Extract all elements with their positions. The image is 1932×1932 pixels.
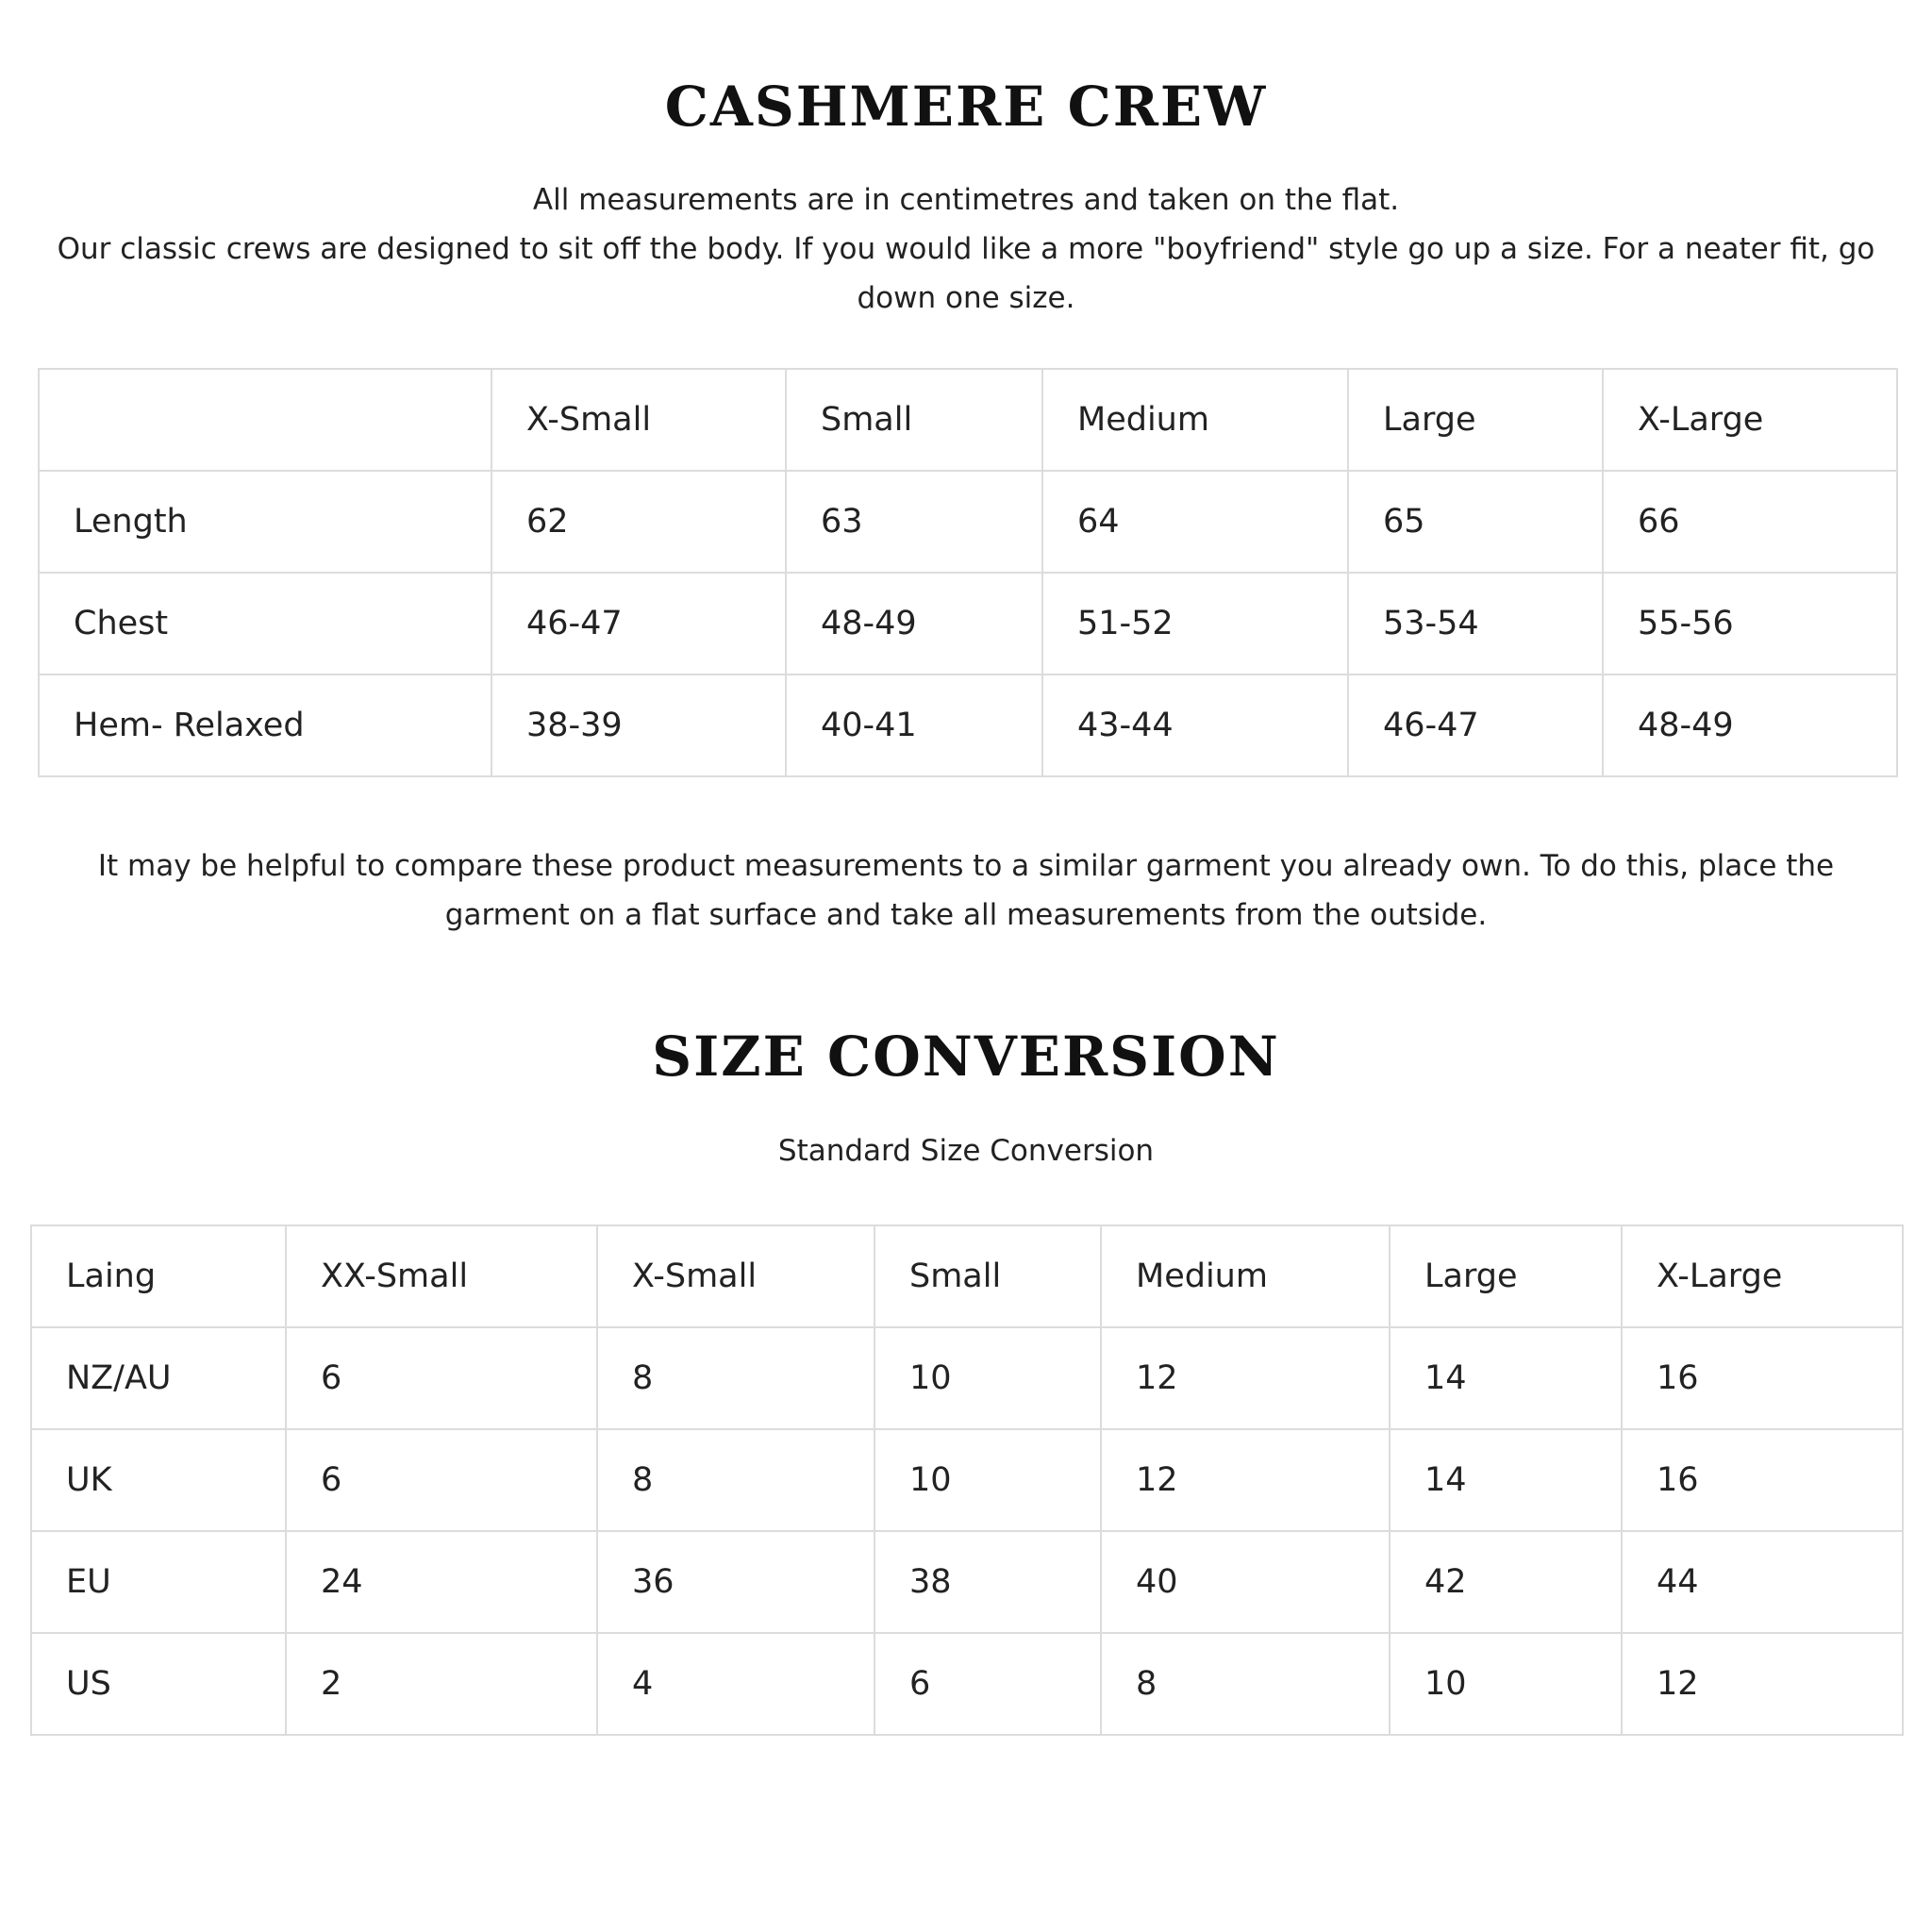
table-cell: 63 xyxy=(786,471,1042,573)
table-cell: 48-49 xyxy=(786,573,1042,675)
table-row xyxy=(39,471,1897,573)
row-label: Hem- Relaxed xyxy=(39,675,491,776)
compare-note: It may be helpful to compare these product measurements to a similar garment you already own. To do this, place the garment on a flat surface and take all measurements from the outside. xyxy=(97,849,1835,932)
size-guide-title: CASHMERE CREW xyxy=(664,75,1268,139)
header-cell: XX-Small xyxy=(286,1225,597,1327)
table-header-row xyxy=(39,369,1897,471)
measurement-intro xyxy=(38,175,1894,323)
row-label: EU xyxy=(31,1531,286,1633)
table-cell: 8 xyxy=(1101,1633,1390,1735)
table-cell: 14 xyxy=(1390,1327,1622,1429)
table-cell: 43-44 xyxy=(1042,675,1348,776)
table-cell: 62 xyxy=(491,471,786,573)
table-cell: 6 xyxy=(874,1633,1101,1735)
table-cell: 53-54 xyxy=(1348,573,1603,675)
table-cell: 8 xyxy=(597,1327,874,1429)
table-cell: 46-47 xyxy=(491,573,786,675)
table-cell: 16 xyxy=(1622,1327,1903,1429)
table-row xyxy=(31,1429,1903,1531)
table-cell: 38 xyxy=(874,1531,1101,1633)
row-label: UK xyxy=(31,1429,286,1531)
table-row xyxy=(39,675,1897,776)
table-cell: 6 xyxy=(286,1327,597,1429)
header-cell: Small xyxy=(786,369,1042,471)
table-cell: 24 xyxy=(286,1531,597,1633)
table-cell: 4 xyxy=(597,1633,874,1735)
table-cell: 48-49 xyxy=(1603,675,1897,776)
header-cell: X-Large xyxy=(1622,1225,1903,1327)
size-conversion-subtitle: Standard Size Conversion xyxy=(777,1134,1155,1168)
table-cell: 65 xyxy=(1348,471,1603,573)
table-cell: 6 xyxy=(286,1429,597,1531)
table-cell: 12 xyxy=(1101,1429,1390,1531)
header-cell: Laing xyxy=(31,1225,286,1327)
table-cell: 51-52 xyxy=(1042,573,1348,675)
header-cell: X-Large xyxy=(1603,369,1897,471)
table-row xyxy=(31,1531,1903,1633)
table-cell: 2 xyxy=(286,1633,597,1735)
size-conversion-title: SIZE CONVERSION xyxy=(652,1024,1280,1089)
measurements-table xyxy=(38,368,1898,777)
table-cell: 36 xyxy=(597,1531,874,1633)
row-label: Chest xyxy=(39,573,491,675)
row-label: NZ/AU xyxy=(31,1327,286,1429)
header-cell: Medium xyxy=(1042,369,1348,471)
table-header-row xyxy=(31,1225,1903,1327)
header-cell: Large xyxy=(1390,1225,1622,1327)
intro-line: All measurements are in centimetres and taken on the flat. xyxy=(532,183,1400,217)
table-cell: 55-56 xyxy=(1603,573,1897,675)
table-cell: 38-39 xyxy=(491,675,786,776)
table-cell: 42 xyxy=(1390,1531,1622,1633)
table-cell: 44 xyxy=(1622,1531,1903,1633)
table-cell: 12 xyxy=(1101,1327,1390,1429)
table-cell: 14 xyxy=(1390,1429,1622,1531)
table-row xyxy=(31,1633,1903,1735)
table-cell: 40 xyxy=(1101,1531,1390,1633)
table-cell: 10 xyxy=(874,1429,1101,1531)
header-cell: Large xyxy=(1348,369,1603,471)
table-cell: 64 xyxy=(1042,471,1348,573)
header-cell xyxy=(39,369,491,471)
header-cell: X-Small xyxy=(597,1225,874,1327)
table-row xyxy=(39,573,1897,675)
table-cell: 16 xyxy=(1622,1429,1903,1531)
table-cell: 40-41 xyxy=(786,675,1042,776)
header-cell: Small xyxy=(874,1225,1101,1327)
table-row xyxy=(31,1327,1903,1429)
table-cell: 8 xyxy=(597,1429,874,1531)
table-cell: 10 xyxy=(874,1327,1101,1429)
table-cell: 12 xyxy=(1622,1633,1903,1735)
table-cell: 46-47 xyxy=(1348,675,1603,776)
row-label: Length xyxy=(39,471,491,573)
row-label: US xyxy=(31,1633,286,1735)
header-cell: Medium xyxy=(1101,1225,1390,1327)
size-conversion-table xyxy=(30,1224,1904,1736)
header-cell: X-Small xyxy=(491,369,786,471)
table-cell: 10 xyxy=(1390,1633,1622,1735)
intro-line: Our classic crews are designed to sit off the body. If you would like a more "boyfriend" style go up a size. For a neater fit, go down one size. xyxy=(57,232,1875,315)
table-cell: 66 xyxy=(1603,471,1897,573)
